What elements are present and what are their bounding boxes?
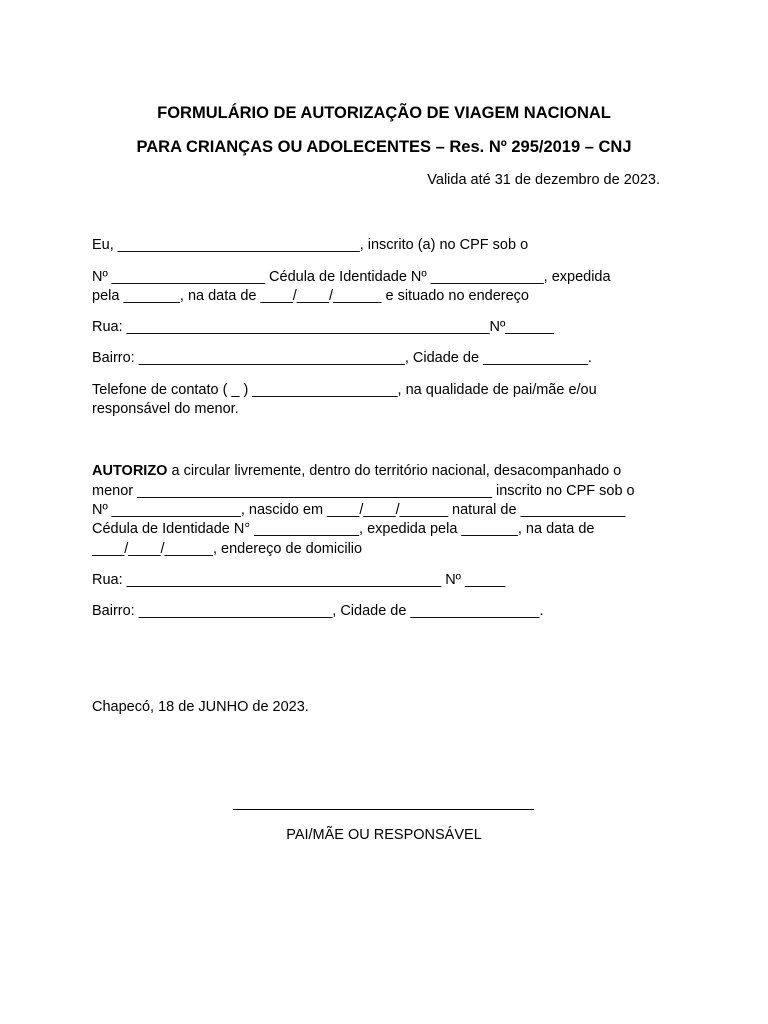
authorization-line-1 — [92, 462, 621, 480]
authorization-line-1-text: a circular livremente, dentro do território nacional, desacompanhado o — [167, 463, 622, 479]
authorization-keyword: AUTORIZO — [92, 463, 168, 479]
authorization-line-3: Nº ________________, nascido em ____/____/______ natural de _____________ — [92, 502, 626, 518]
authorization-line-4: Cédula de Identidade N° _____________, expedida pela _______, na data de — [92, 521, 595, 537]
responsible-neighborhood: Bairro: _________________________________, Cidade de _____________. — [92, 350, 592, 366]
form-title-line-2: PARA CRIANÇAS OU ADOLECENTES – Res. Nº 295/2019 – CNJ — [136, 138, 632, 156]
responsible-line-3: pela _______, na data de ____/____/______ e situado no endereço — [92, 288, 529, 304]
minor-street: Rua: _______________________________________ Nº _____ — [92, 572, 506, 588]
responsible-phone-line-2: responsável do menor. — [92, 401, 239, 417]
responsible-phone-line-1: Telefone de contato ( _ ) __________________, na qualidade de pai/mãe e/ou — [92, 382, 597, 398]
authorization-line-2: menor ____________________________________________ inscrito no CPF sob o — [92, 483, 635, 499]
authorization-line-5: ____/____/______, endereço de domicilio — [92, 541, 363, 557]
responsible-line-1: Eu, ______________________________, inscrito (a) no CPF sob o — [92, 237, 529, 253]
responsible-line-2: Nº ___________________ Cédula de Identidade Nº ______________, expedida — [92, 269, 611, 285]
signature-line — [233, 809, 534, 810]
minor-neighborhood: Bairro: ________________________, Cidade de ________________. — [92, 603, 544, 619]
responsible-street: Rua: _____________________________________________Nº______ — [92, 319, 554, 335]
signature-label: PAI/MÃE OU RESPONSÁVEL — [286, 827, 482, 843]
place-and-date: Chapecó, 18 de JUNHO de 2023. — [92, 699, 309, 715]
form-title-line-1: FORMULÁRIO DE AUTORIZAÇÃO DE VIAGEM NACIONAL — [157, 104, 611, 122]
validity-note: Valida até 31 de dezembro de 2023. — [427, 172, 660, 188]
